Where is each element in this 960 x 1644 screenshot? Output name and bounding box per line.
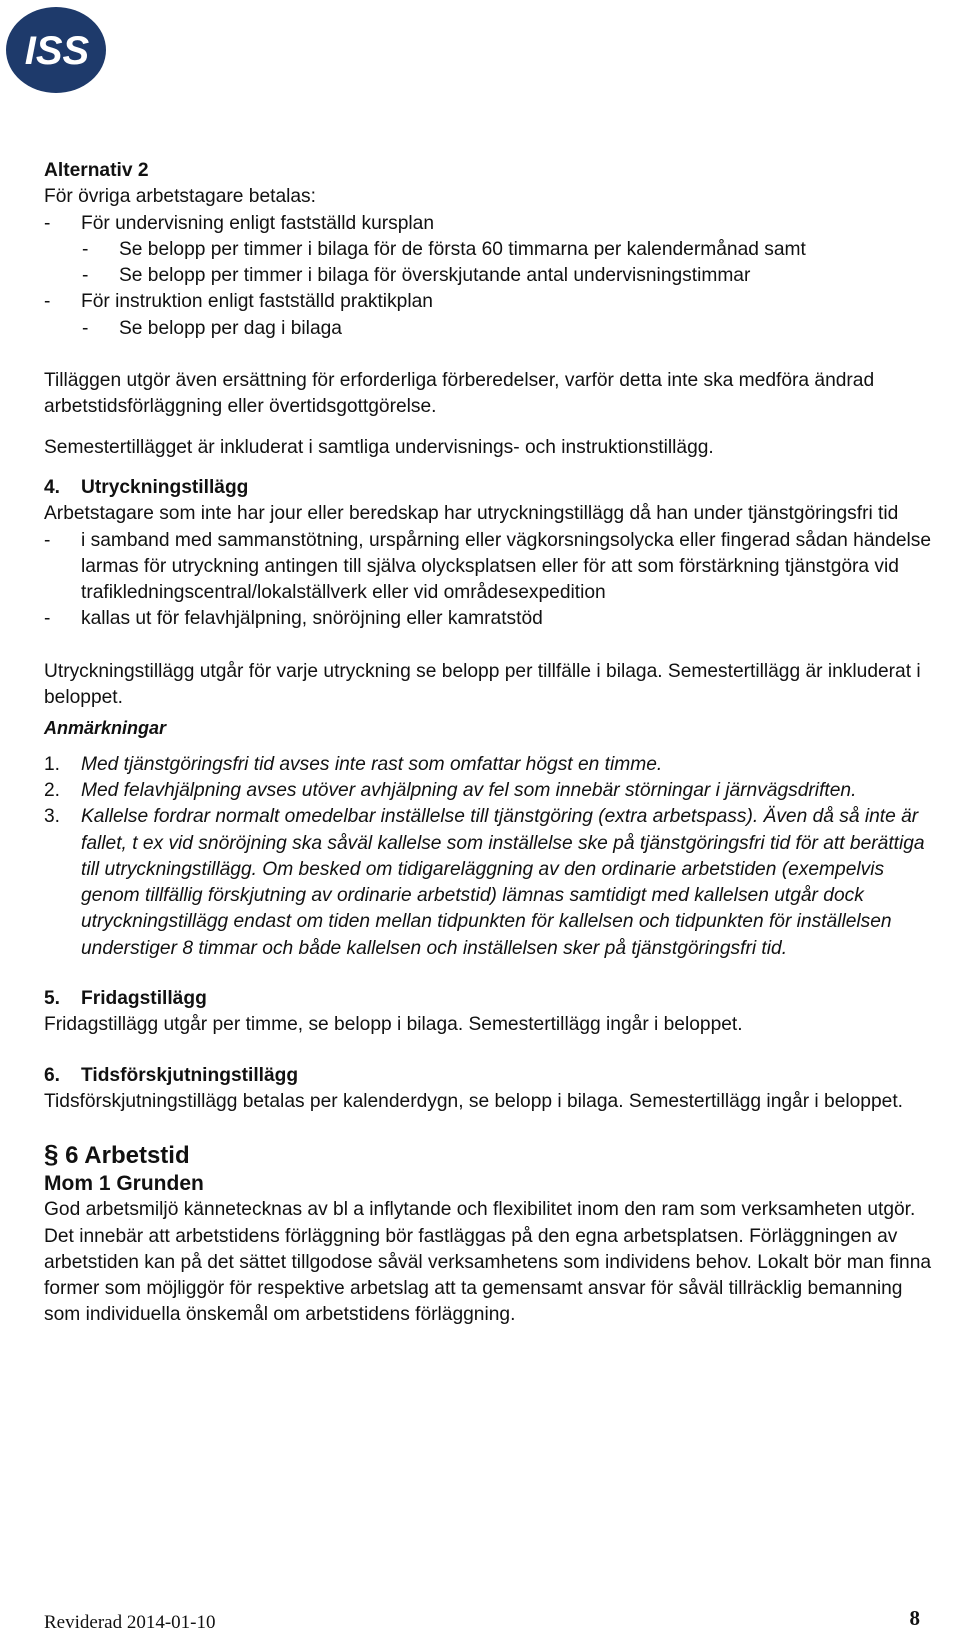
section-4-number: 4.	[44, 476, 61, 498]
section-5-paragraph: Fridagstillägg utgår per timme, se belopp i bilaga. Semestertillägg ingår i beloppet.	[44, 1014, 743, 1036]
iss-logo	[4, 4, 108, 96]
section-5-number: 5.	[44, 988, 61, 1010]
section-4-bullet-2: - kallas ut för felavhjälpning, snöröjning eller kamratstöd	[44, 606, 944, 632]
section-5-heading	[44, 986, 944, 1012]
remark-3	[44, 804, 944, 962]
alt2-heading: Alternativ 2	[44, 160, 149, 181]
section-6-title: Tidsförskjutningstillägg	[81, 1064, 299, 1086]
remark-2	[44, 778, 944, 804]
alt2-item-1b: - Se belopp per timmer i bilaga för överskjutande antal undervisningstimmar	[44, 263, 944, 289]
section-5-title: Fridagstillägg	[81, 988, 207, 1010]
section-6-heading	[44, 1063, 944, 1089]
alt2-item-1a: - Se belopp per timmer i bilaga för de första 60 timmarna per kalendermånad samt	[44, 237, 944, 263]
alt2-paragraph-1: Tilläggen utgör även ersättning för erforderliga förberedelser, varför detta inte ska medföra ändrad arbetstidsförläggning eller övertidsgottgörelse.	[44, 370, 875, 418]
section-4-heading	[44, 475, 944, 501]
alt2-intro: För övriga arbetstagare betalas:	[44, 186, 316, 208]
remark-3-number: 3.	[44, 806, 61, 828]
section-6-paragraph: Tidsförskjutningstillägg betalas per kalenderdygn, se belopp i bilaga. Semestertillägg ingår i beloppet.	[44, 1090, 903, 1112]
paragraph-sign: §	[44, 1139, 59, 1170]
alt2-item-1: - För undervisning enligt fastställd kursplan	[44, 211, 944, 237]
mom-1-paragraph: God arbetsmiljö kännetecknas av bl a inflytande och flexibilitet inom den ram som verksamheten utgör. Det innebär att arbetstidens förläggning bör fastläggas på den egna arbetsplatsen. Förläggningen av arbetstiden kan på det sättet tillgodose såväl verksamhetens som individens behov. Lokalt bör man finna former som möjliggör för respektive arbetslag att ta gemensamt ansvar för såväl tillräcklig bemanning som individuella önskemål om arbetstidens förläggning.	[44, 1199, 932, 1326]
remark-1-number: 1.	[44, 753, 61, 775]
alt2-item-2a: - Se belopp per dag i bilaga	[44, 316, 944, 342]
section-6-number: 6.	[44, 1064, 61, 1086]
section-4-intro: Arbetstagare som inte har jour eller beredskap har utryckningstillägg då han under tjänstgöringsfri tid	[44, 503, 899, 525]
page-number: 8	[909, 1606, 920, 1630]
chapter-6-heading	[44, 1139, 944, 1171]
chapter-6-title: 6 Arbetstid	[65, 1142, 190, 1170]
mom-1-heading: Mom 1 Grunden	[44, 1172, 204, 1196]
alt2-item-2: - För instruktion enligt fastställd praktikplan	[44, 289, 944, 315]
footer-revised: Reviderad 2014-01-10	[44, 1612, 216, 1633]
remark-1-text: Med tjänstgöringsfri tid avses inte rast som omfattar högst en timme.	[81, 753, 663, 775]
remark-3-text: Kallelse fordrar normalt omedelbar inställelse till tjänstgöring (extra arbetspass). Även då så inte är fallet, t ex vid snöröjning ska såväl kallelse som inställelse ske på tjänstgöringsfri tid för att berättiga till utryckningstillägg. Om besked om tidigareläggning av den ordinarie arbetstiden (exempelvis genom tillfällig förskjutning av ordinarie arbetstid) lämnas samtidigt med kallelsen utgår dock utryckningstillägg endast om tiden mellan tidpunkten för kallelsen och tidpunkten för inställelsen understiger 8 timmar och både kallelsen och inställelsen sker på tjänstgöringsfri tid.	[81, 806, 925, 959]
section-4-bullet-1: - i samband med sammanstötning, urspårning eller vägkorsningsolycka eller fingerad sådan händelse larmas för utryckning antingen till själva olycksplatsen eller för att som förstärkning tjänstgöra vid trafikledningscentral/lokalställverk eller vid områdesexpedition	[44, 528, 944, 607]
document-body	[44, 158, 944, 1329]
remarks-heading: Anmärkningar	[44, 718, 167, 739]
remark-1	[44, 752, 944, 778]
remark-2-number: 2.	[44, 779, 61, 801]
remark-2-text: Med felavhjälpning avses utöver avhjälpning av fel som innebär störningar i järnvägsdriften.	[81, 779, 857, 801]
logo-text: ISS	[24, 29, 90, 73]
section-4-paragraph: Utryckningstillägg utgår för varje utryckning se belopp per tillfälle i bilaga. Semestertillägg är inkluderat i beloppet.	[44, 660, 921, 709]
section-4-title: Utryckningstillägg	[81, 476, 249, 498]
alt2-paragraph-2: Semestertillägget är inkluderat i samtliga undervisnings- och instruktionstillägg.	[44, 436, 714, 458]
